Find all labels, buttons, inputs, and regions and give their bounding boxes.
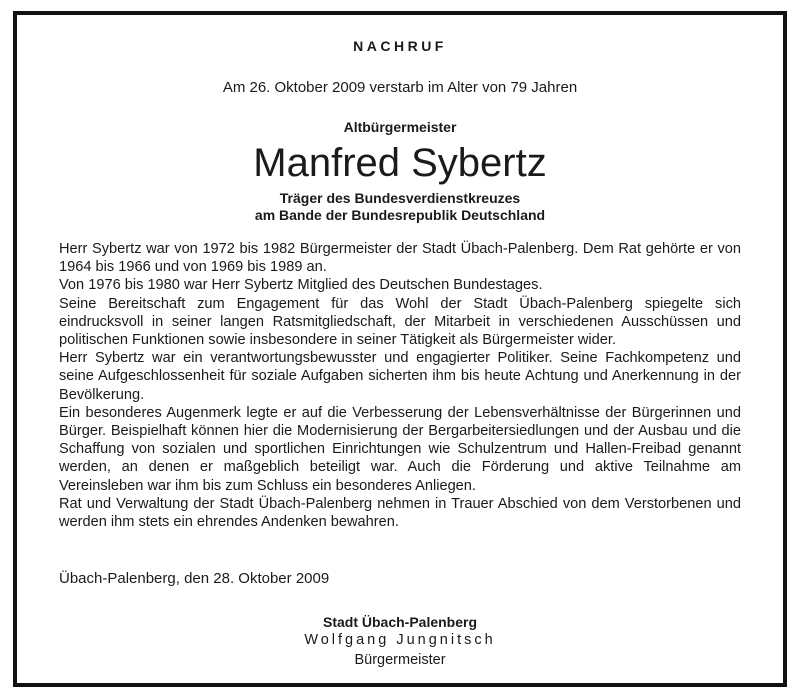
honor-distinction — [59, 190, 741, 224]
body-paragraph: Herr Sybertz war ein verantwortungsbewusster und engagierter Politiker. Seine Fachkompetenz und seine Aufgeschlossenheit für soziale Aufgaben sicherten ihm bis heute Achtung und Anerkennung in der Bevölkerung. — [59, 350, 741, 403]
honor-line-2: am Bande der Bundesrepublik Deutschland — [254, 207, 546, 223]
obituary-body — [59, 240, 741, 531]
body-paragraph: Von 1976 bis 1980 war Herr Sybertz Mitglied des Deutschen Bundestages. — [59, 277, 543, 294]
body-paragraph: Herr Sybertz war von 1972 bis 1982 Bürgermeister der Stadt Übach-Palenberg. Dem Rat gehörte er von 1964 bis 1966 und von 1969 bis 1989 an. — [59, 241, 741, 276]
deceased-title: Altbürgermeister — [343, 119, 457, 135]
obituary-heading: NACHRUF — [353, 38, 447, 54]
death-announcement: Am 26. Oktober 2009 verstarb im Alter von 79 Jahren — [222, 79, 578, 96]
signature-role: Bürgermeister — [354, 652, 446, 668]
obituary-frame — [13, 11, 787, 687]
body-paragraph: Rat und Verwaltung der Stadt Übach-Palenberg nehmen in Trauer Abschied von dem Verstorbenen und werden ihm stets ein ehrendes Andenken bewahren. — [59, 495, 741, 531]
honor-line-1: Träger des Bundesverdienstkreuzes — [279, 190, 521, 206]
body-paragraph: Ein besonderes Augenmerk legte er auf die Verbesserung der Lebensverhältnisse der Bürgerinnen und Bürger. Beispielhaft können hier die Modernisierung der Bergarbeitersiedlungen und der Ausbau und die Schaffung von sozialen und sportlichen Einrichtungen wie Schulzentrum und Hallen-Freibad genannt werden, an denen er maßgeblich beteiligt war. Auch die Förderung und aktive Teilnahme am Vereinsleben war ihm bis zum Schluss ein besonderes Anliegen. — [59, 404, 741, 494]
deceased-name: Manfred Sybertz — [253, 141, 547, 185]
signature-organization: Stadt Übach-Palenberg — [322, 614, 478, 630]
place-and-date: Übach-Palenberg, den 28. Oktober 2009 — [59, 570, 330, 587]
body-paragraph: Seine Bereitschaft zum Engagement für das Wohl der Stadt Übach-Palenberg spiegelte sich eindrucksvoll in seiner langen Ratsmitgliedschaft, der Mitarbeit in verschiedenen Ausschüssen und politischen Funktionen sowie insbesondere in seiner Tätigkeit als Bürgermeister wider. — [59, 295, 741, 349]
signature-name: Wolfgang Jungnitsch — [304, 632, 496, 648]
